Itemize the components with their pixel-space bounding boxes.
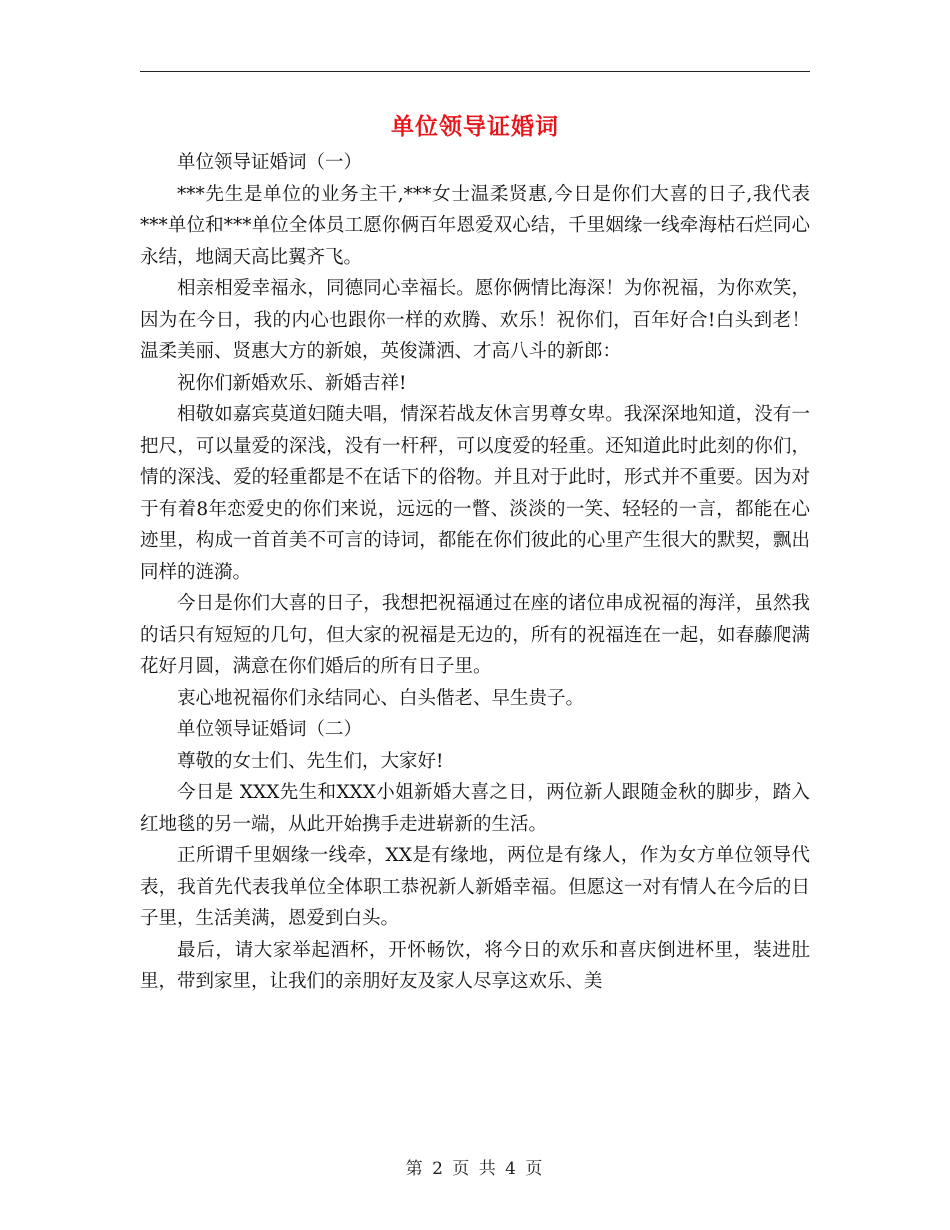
section-heading-1: 单位领导证婚词（一）: [177, 152, 363, 173]
section-heading-2: 单位领导证婚词（二）: [177, 719, 363, 740]
paragraph: 今日是 XXX先生和XXX小姐新婚大喜之日，两位新人跟随金秋的脚步，踏入红地毯的另一端，从此开始携手走进崭新的生活。: [140, 782, 810, 835]
document-title: 单位领导证婚词: [391, 113, 559, 140]
page-number: 第 2 页 共 4 页: [405, 1159, 545, 1179]
paragraph: 最后，请大家举起酒杯，开怀畅饮，将今日的欢乐和喜庆倒进杯里，装进肚里，带到家里，让我们的亲朋好友及家人尽享这欢乐、美: [140, 939, 810, 992]
document-body: [140, 147, 810, 998]
paragraph: 相敬如嘉宾莫道妇随夫唱，情深若战友休言男尊女卑。我深深地知道，没有一把尺，可以量爱的深浅，没有一杆秤，可以度爱的轻重。还知道此时此刻的你们，情的深浅、爱的轻重都是不在话下的俗物。并且对于此时，形式并不重要。因为对于有着8年恋爱史的你们来说，远远的一瞥、淡淡的一笑、轻轻的一言，都能在心迹里，构成一首首美不可言的诗词，都能在你们彼此的心里产生很大的默契，飘出同样的涟漪。: [140, 404, 810, 583]
paragraph: ***先生是单位的业务主干,***女士温柔贤惠,今日是你们大喜的日子,我代表***单位和***单位全体员工愿你俩百年恩爱双心结，千里姻缘一线牵海枯石烂同心永结，地阔天高比翼齐飞。: [140, 183, 810, 268]
paragraph: 正所谓千里姻缘一线牵，XX是有缘地，两位是有缘人，作为女方单位领导代表，我首先代表我单位全体职工恭祝新人新婚幸福。但愿这一对有情人在今后的日子里，生活美满，恩爱到白头。: [140, 845, 810, 929]
paragraph: 相亲相爱幸福永，同德同心幸福长。愿你俩情比海深！为你祝福，为你欢笑，因为在今日，我的内心也跟你一样的欢腾、欢乐！祝你们，百年好合!白头到老！温柔美丽、贤惠大方的新娘，英俊潇洒、才高八斗的新郎：: [140, 278, 811, 362]
paragraph: 尊敬的女士们、先生们，大家好!: [177, 750, 444, 772]
header-rule: [140, 71, 810, 72]
paragraph: 今日是你们大喜的日子，我想把祝福通过在座的诸位串成祝福的海洋，虽然我的话只有短短的几句，但大家的祝福是无边的，所有的祝福连在一起，如春藤爬满花好月圆，满意在你们婚后的所有日子里。: [140, 593, 810, 677]
paragraph: 衷心地祝福你们永结同心、白头偕老、早生贵子。: [177, 687, 585, 709]
paragraph: 祝你们新婚欢乐、新婚吉祥!: [177, 372, 407, 394]
